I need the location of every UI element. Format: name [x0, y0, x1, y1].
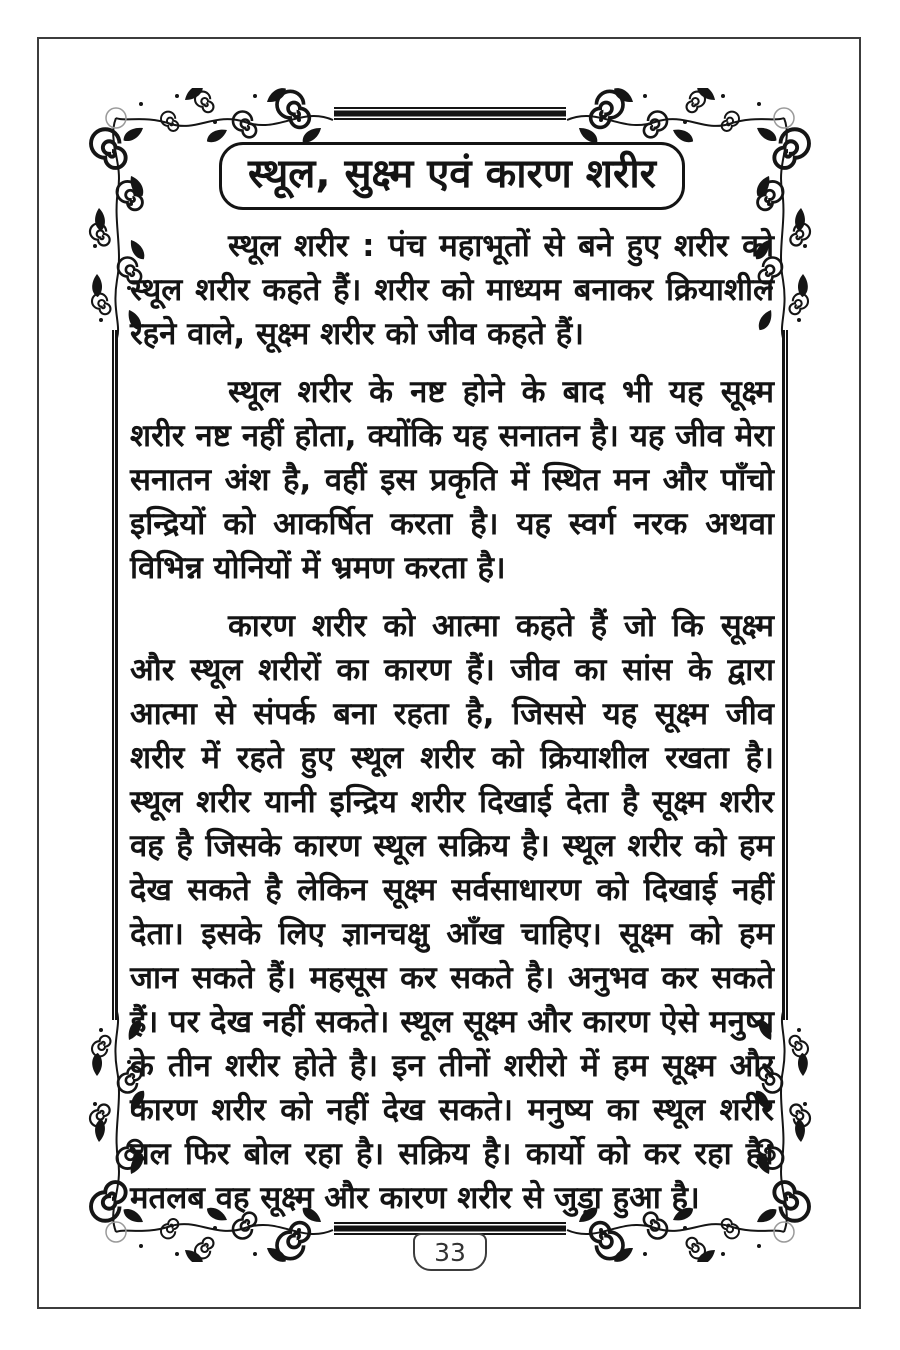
page-title: स्थूल, सुक्ष्म एवं कारण शरीर — [247, 151, 657, 197]
body-paragraph-2: स्थूल शरीर के नष्ट होने के बाद भी यह सूक्ष्म शरीर नष्ट नहीं होता, क्योंकि यह सनातन है। यह जीव मेरा सनातन अंश है, वहीं इस प्रकृति में स्थित मन और पाँचो इन्द्रियों को आकर्षित करता है। यह स्वर्ग नरक अथवा विभिन्न योनियों में भ्रमण करता है। — [130, 374, 774, 586]
title-box — [219, 142, 685, 210]
page-number: 33 — [434, 1237, 466, 1267]
left-border-line — [112, 330, 118, 1020]
right-border-line — [782, 330, 788, 1020]
page-number-box — [413, 1233, 487, 1271]
body-paragraph-3: कारण शरीर को आत्मा कहते हैं जो कि सूक्ष्म और स्थूल शरीरों का कारण हैं। जीव का सांस के द्वारा आत्मा से संपर्क बना रहता है, जिससे यह सूक्ष्म जीव शरीर में रहते हुए स्थूल शरीर को क्रियाशील रखता है। स्थूल शरीर यानी इन्द्रिय शरीर दिखाई देता है सूक्ष्म शरीर वह है जिसके कारण स्थूल सक्रिय है। स्थूल शरीर को हम देख सकते है लेकिन सूक्ष्म सर्वसाधारण को दिखाई नहीं देता। इसके लिए ज्ञानचक्षु आँख चाहिए। सूक्ष्म को हम जान सकते हैं। महसूस कर सकते है। अनुभव कर सकते हैं। पर देख नहीं सकते। स्थूल सूक्ष्म और कारण ऐसे मनुष्य के तीन शरीर होते है। इन तीनों शरीरो में हम सूक्ष्म और कारण शरीर को नहीं देख सकते। मनुष्य का स्थूल शरीर चल फिर बोल रहा है। सक्रिय है। कार्यो को कर रहा है। मतलब वह सूक्ष्म और कारण शरीर से जुड़ा हुआ है। — [130, 608, 774, 1216]
body-paragraph-1: स्थूल शरीर : पंच महाभूतों से बने हुए शरीर को स्थूल शरीर कहते हैं। शरीर को माध्यम बनाकर क्रियाशील रहने वाले, सूक्ष्म शरीर को जीव कहते हैं। — [130, 228, 774, 352]
body-text — [130, 224, 774, 1220]
page-content — [130, 142, 774, 1234]
top-rule — [334, 107, 566, 120]
